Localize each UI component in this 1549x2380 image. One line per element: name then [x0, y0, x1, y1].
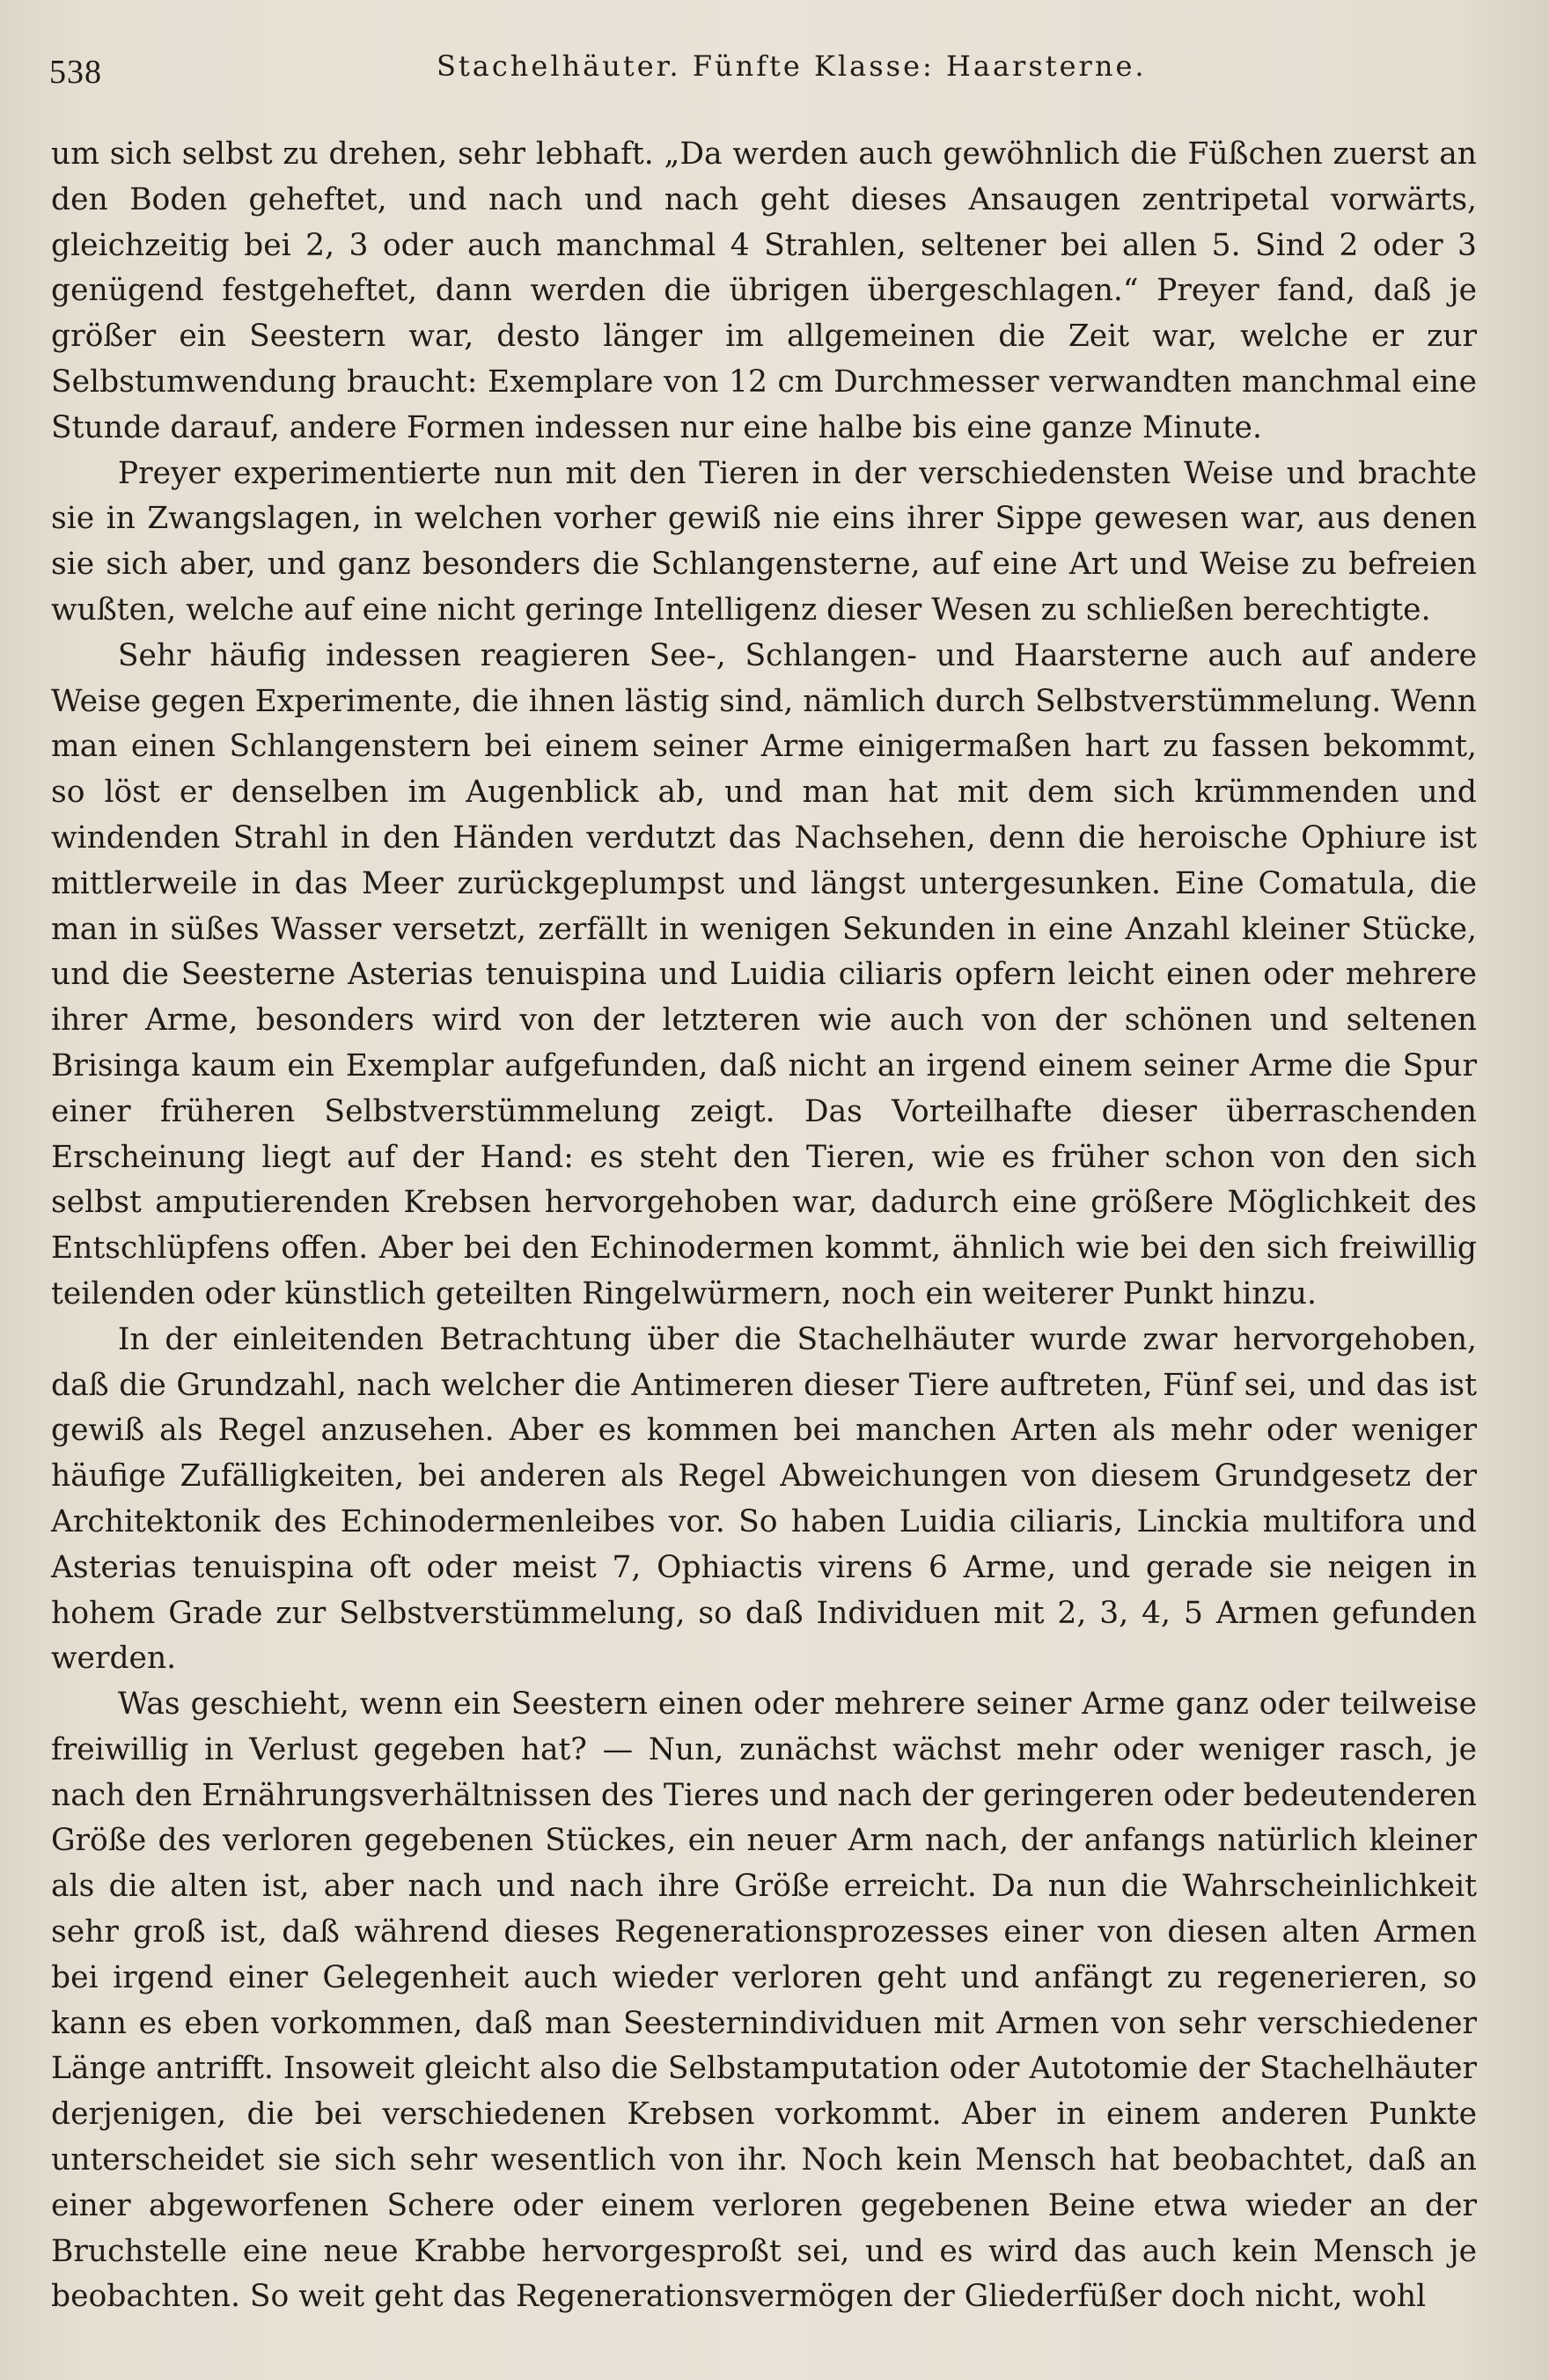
body-text [51, 132, 1477, 2320]
running-head: Stachelhäuter. Fünfte Klasse: Haarsterne. [437, 49, 1147, 83]
paragraph-2: Preyer experimentierte nun mit den Tieren in der verschiedensten Weise und brachte sie in Zwangslagen, in welchen vorher gewiß nie eins ihrer Sippe gewesen war, aus denen sie sich aber, und ganz besonders die Schlangensterne, auf eine Art und Weise zu befreien wußten, welche auf eine nicht geringe Intelligenz dieser Wesen zu schließen berechtigte. [51, 455, 1477, 628]
paragraph-3: Sehr häufig indessen reagieren See-, Schlangen- und Haarsterne auch auf andere Weise gegen Experimente, die ihnen lästig sind, nämlich durch Selbstverstümmelung. Wenn man einen Schlangenstern bei einem seiner Arme einigermaßen hart zu fassen bekommt, so löst er denselben im Augenblick ab, und man hat mit dem sich krümmenden und windenden Strahl in den Händen verdutzt das Nachsehen, denn die heroische Ophiure ist mittlerweile in das Meer zurückgeplumpst und längst untergesunken. Eine Comatula, die man in süßes Wasser versetzt, zerfällt in wenigen Sekunden in eine Anzahl kleiner Stücke, und die Seesterne Asterias tenuispina und Luidia ciliaris opfern leicht einen oder mehrere ihrer Arme, besonders wird von der letzteren wie auch von der schönen und seltenen Brisinga kaum ein Exemplar aufgefunden, daß nicht an irgend einem seiner Arme die Spur einer früheren Selbstverstümmelung zeigt. Das Vorteilhafte dieser überraschenden Erscheinung liegt auf der Hand: es steht den Tieren, wie es früher schon von den sich selbst amputierenden Krebsen hervorgehoben war, dadurch eine größere Möglichkeit des Entschlüpfens offen. Aber bei den Echinodermen kommt, ähnlich wie bei den sich freiwillig teilenden oder künstlich geteilten Ringelwürmern, noch ein weiterer Punkt hinzu. [51, 637, 1477, 1311]
page-header [49, 46, 1493, 99]
page-number: 538 [49, 54, 102, 91]
paragraph-5: Was geschieht, wenn ein Seestern einen oder mehrere seiner Arme ganz oder teilweise freiwillig in Verlust gegeben hat? — Nun, zunächst wächst mehr oder weniger rasch, je nach den Ernährungsverhältnissen des Tieres und nach der geringeren oder bedeutenderen Größe des verloren gegebenen Stückes, ein neuer Arm nach, der anfangs natürlich kleiner als die alten ist, aber nach und nach ihre Größe erreicht. Da nun die Wahrscheinlichkeit sehr groß ist, daß während dieses Regenerationsprozesses einer von diesen alten Armen bei irgend einer Gelegenheit auch wieder verloren geht und anfängt zu regenerieren, so kann es eben vorkommen, daß man Seesternindividuen mit Armen von sehr verschiedener Länge antrifft. Insoweit gleicht also die Selbstamputation oder Autotomie der Stachelhäuter derjenigen, die bei verschiedenen Krebsen vorkommt. Aber in einem anderen Punkte unterscheidet sie sich sehr wesentlich von ihr. Noch kein Mensch hat beobachtet, daß an einer abgeworfenen Schere oder einem verloren gegebenen Beine etwa wieder an der Bruchstelle eine neue Krabbe hervorgesproßt sei, und es wird das auch kein Mensch je beobachten. So weit geht das Regenerationsvermögen der Gliederfüßer doch nicht, wohl [51, 1686, 1477, 2315]
paragraph-1: um sich selbst zu drehen, sehr lebhaft. „Da werden auch gewöhnlich die Füßchen zuerst an den Boden geheftet, und nach und nach geht dieses Ansaugen zentripetal vorwärts, gleichzeitig bei 2, 3 oder auch manchmal 4 Strahlen, seltener bei allen 5. Sind 2 oder 3 genügend festgeheftet, dann werden die übrigen übergeschlagen.“ Preyer fand, daß je größer ein Seestern war, desto länger im allgemeinen die Zeit war, welche er zur Selbstumwendung braucht: Exemplare von 12 cm Durchmesser verwandten manchmal eine Stunde darauf, andere Formen indessen nur eine halbe bis eine ganze Minute. [51, 136, 1477, 445]
paragraph-4: In der einleitenden Betrachtung über die Stachelhäuter wurde zwar hervorgehoben, daß die Grundzahl, nach welcher die Antimeren dieser Tiere auftreten, Fünf sei, und das ist gewiß als Regel anzusehen. Aber es kommen bei manchen Arten als mehr oder weniger häufige Zufälligkeiten, bei anderen als Regel Abweichungen von diesem Grundgesetz der Architektonik des Echinodermenleibes vor. So haben Luidia ciliaris, Linckia multifora und Asterias tenuispina oft oder meist 7, Ophiactis virens 6 Arme, und gerade sie neigen in hohem Grade zur Selbstverstümmelung, so daß Individuen mit 2, 3, 4, 5 Armen gefunden werden. [51, 1321, 1477, 1677]
